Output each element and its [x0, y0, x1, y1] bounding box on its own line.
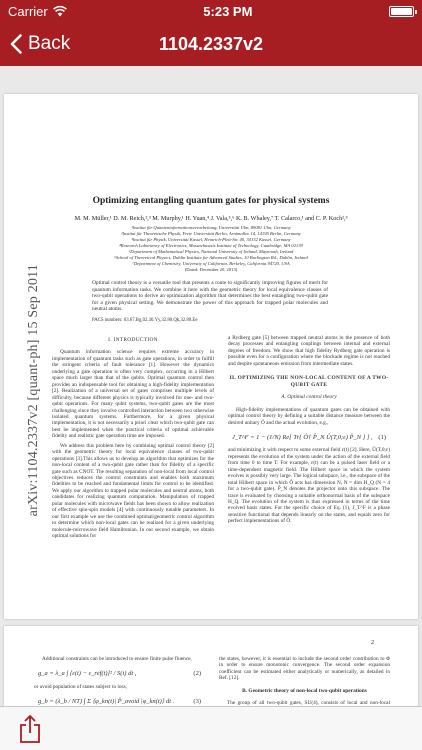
equation-body: g_b = (λ_b / NT) ∫ Σ ⟨φ_kn(t)| P̂_avoid |φ_kn(t)⟩ dt . [38, 698, 175, 706]
paragraph: or avoid population of states subject to loss, [34, 683, 127, 690]
equation-number: (1) [378, 433, 386, 441]
share-icon[interactable] [18, 714, 42, 744]
affiliation: ⁶School of Theoretical Physics, Dublin Institute for Advanced Studies, 10 Burlington Rd., Dublin, Ireland [114, 255, 308, 260]
affiliation: ³Institut für Physik, Universität Kassel, Heinrich-Plett-Str. 40, 34132 Kassel, Germany [131, 237, 291, 242]
affiliation: ²Institut für Theoretische Physik, Freie Universität Berlin, Arnimallee 14, 14195 Berlin, Germany [121, 231, 301, 236]
affiliation: ⁷Department of Chemistry, University of California, Berkeley, California 94720, USA [132, 261, 290, 266]
bottom-toolbar [0, 706, 422, 750]
equation-1 [228, 429, 390, 447]
section-heading: I. INTRODUCTION [108, 336, 158, 343]
subsection-heading: A. Optimal control theory [281, 394, 337, 401]
battery-icon [389, 6, 414, 17]
paper-title: Optimizing entangling quantum gates for physical systems [92, 196, 330, 206]
equation-number: (3) [193, 698, 201, 706]
affiliation: ⁴Research Laboratory of Electronics, Massachusetts Institute of Technology, Cambridge, MA 02139 [119, 243, 303, 248]
back-label: Back [28, 33, 71, 54]
right-column [228, 335, 390, 543]
carrier-label: Carrier [8, 3, 48, 19]
nav-title: 1104.2337v2 [158, 33, 264, 54]
paragraph: a Rydberg gate [5] between trapped neutral atoms in the presence of both decay processes and entangling couplings between internal and external degrees of freedom. We show that high fidelity Rydberg gate operation is possible even for a configuration where the blockade regime is not reached and despite spontaneous emission from intermediate states. [228, 334, 390, 367]
status-left [8, 4, 67, 19]
pdf-viewer[interactable] [0, 66, 422, 706]
paragraph: Additional constraints can be introduced to ensure finite pulse fluence, [42, 656, 192, 662]
affiliation: ⁵Department of Mathematical Physics, National University of Ireland, Maynooth, Ireland [128, 249, 294, 254]
paragraph: We address this problem here by combining optimal control theory [2] with the geometric theory for local equivalence classes of two-qubit operations [3].This allows us to develop an algorithm that optimizes for the non-local content of a two-qubit gate rather than for fidelity of a specific gate such as CNOT. The resulting separation of non-local from local control objectives reduces the control constraints and enables both maximum fidelities to be reached and fundamental limits for control to be identified. We apply our algorithm to trapped polar molecules and neutral atoms, both candidates for realizing quantum computation. Manipulation of trapped polar molecules with microwave fields has been shown to allow realization of effective spin-spin models [4] with continuously tunable parameters. In our first example we use the combined optimal/geometric control algorithm to determine which non-local gates can be realized for a given underlying molecule-microwave field Hamiltonian. In our second example, we obtain optimal solutions for [52, 442, 214, 540]
subsection-heading: B. Geometric theory of non-local two-qubit operations [242, 687, 367, 694]
equation-body: g_a = λ_a ∫ [ε(t) − ε_ref(t)]² / S(t) dt , [38, 670, 137, 678]
paragraph: and minimizing it with respect to some external field ε(t) [2]. Here, Û(T,0;ε) represents the evolution of the system under the action of the external field from time 0 to time T. For example, ε(t) can be a pulsed laser field or a time-dependent magnetic field. The Hilbert space in which the system evolves is possibly very large. The logical subspace, i.e., the subspace of the total Hilbert space in which Ô acts has dimension N, N = dim H_Q (N = 4 for a two-qubit gate). P̂_N denotes the projector onto this subspace. The trace is evaluated by choosing a suitable orthonormal basis of the subspace H_Q. The evolution of the system is thus expressed in terms of the time evolved basis states. For the specific choice of Eq. (1), J_T^F is a phase sensitive functional that depends linearly on the states, and equals zero for perfect implementations of Ô. [228, 447, 390, 525]
navigation-bar [0, 22, 422, 66]
paragraph: High-fidelity implementations of quantum gates can be obtained with optimal control theory by defining a suitable distance measure between the desired unitary Ô and the actual evolution, e.g., [228, 406, 390, 426]
two-column-body [4, 335, 418, 543]
status-bar [0, 0, 422, 22]
battery-level [391, 8, 412, 15]
equation-body: J_T^F = 1 − (1/N) Re[ Tr{ Ô† P̂_N Û(T,0;ε) P̂_N } ] , [232, 433, 373, 441]
wifi-icon [53, 6, 67, 17]
pdf-page-1 [4, 94, 418, 619]
section-heading: II. OPTIMIZING THE NON-LOCAL CONTENT OF A TWO-QUBIT GATE [229, 375, 389, 388]
back-button[interactable] [0, 33, 70, 55]
equation-2 [34, 665, 205, 683]
equation-number: (2) [193, 670, 201, 678]
paragraph: Quantum information science requires extreme accuracy in implementation of quantum tasks such as gate operations, in order to fulfill the stringent criteria of fault tolerance [1]. However the dynamics underlying a gate operation is often very complex, occurring in a Hilbert space much larger than that of the qubits. Optimal quantum control then provides an indispensable tool for obtaining a high-fidelity implementation [2]. Realization of a universal set of gates comprises multiple levels of difficulty, because different physics is typically involved for one- and two-qubit operations. For many qubit systems, two-qubit gates are the most challenging since they involve controlled interaction between two otherwise isolated quantum systems. Furthermore, for a given physical implementation, it is not necessarily a priori clear which two-qubit gate can best be implemented when the practical criteria of optimal achievable fidelity and realistic gate operation time are imposed. [52, 349, 214, 440]
left-column [52, 335, 214, 543]
paragraph: the states, however, it is essential to include the second order contribution to Φ in order to ensure monotonic convergence. The second order expansion coefficient can be estimated either analytically or numerically, as detailed in Ref. [12]. [219, 656, 390, 682]
page-number: 2 [371, 640, 374, 646]
arxiv-stamp: arXiv:1104.2337v2 [quant-ph] 15 Sep 2011 [26, 264, 41, 517]
affiliations [4, 225, 418, 273]
dated: (Dated: December 20, 2013) [184, 267, 238, 272]
chevron-left-icon [10, 34, 22, 54]
abstract: Optimal control theory is a versatile tool that presents a route to significantly improving figures of merit for quantum information tasks. We combine it here with the geometric theory for local equivalence classes of two-qubit operations to derive an optimization algorithm that determines the best entangling two-qubit gate for a given physical setting. We demonstrate the power of this approach for trapped polar molecules and neutral atoms. [92, 280, 328, 313]
status-right [389, 6, 414, 17]
paragraph: The group of all two-qubit gates, SU(4), consists of local and non-local [227, 700, 390, 707]
pacs-numbers: PACS numbers: 03.67.Bg,02.30.Yy,32.80.Qk,32.80.Ee [92, 317, 198, 323]
affiliation: ¹Institut für Quanteninformationsverarbeitung, Universität Ulm, 89081 Ulm, Germany [131, 225, 291, 230]
paper-authors: M. M. Müller,¹ D. M. Reich,²,³ M. Murphy,¹ H. Yuan,⁴ J. Vala,⁵,⁶ K. B. Whaley,⁷ T. Calarco,¹ and C. P. Koch²,³ [74, 215, 348, 222]
clock: 5:23 PM [203, 3, 253, 19]
